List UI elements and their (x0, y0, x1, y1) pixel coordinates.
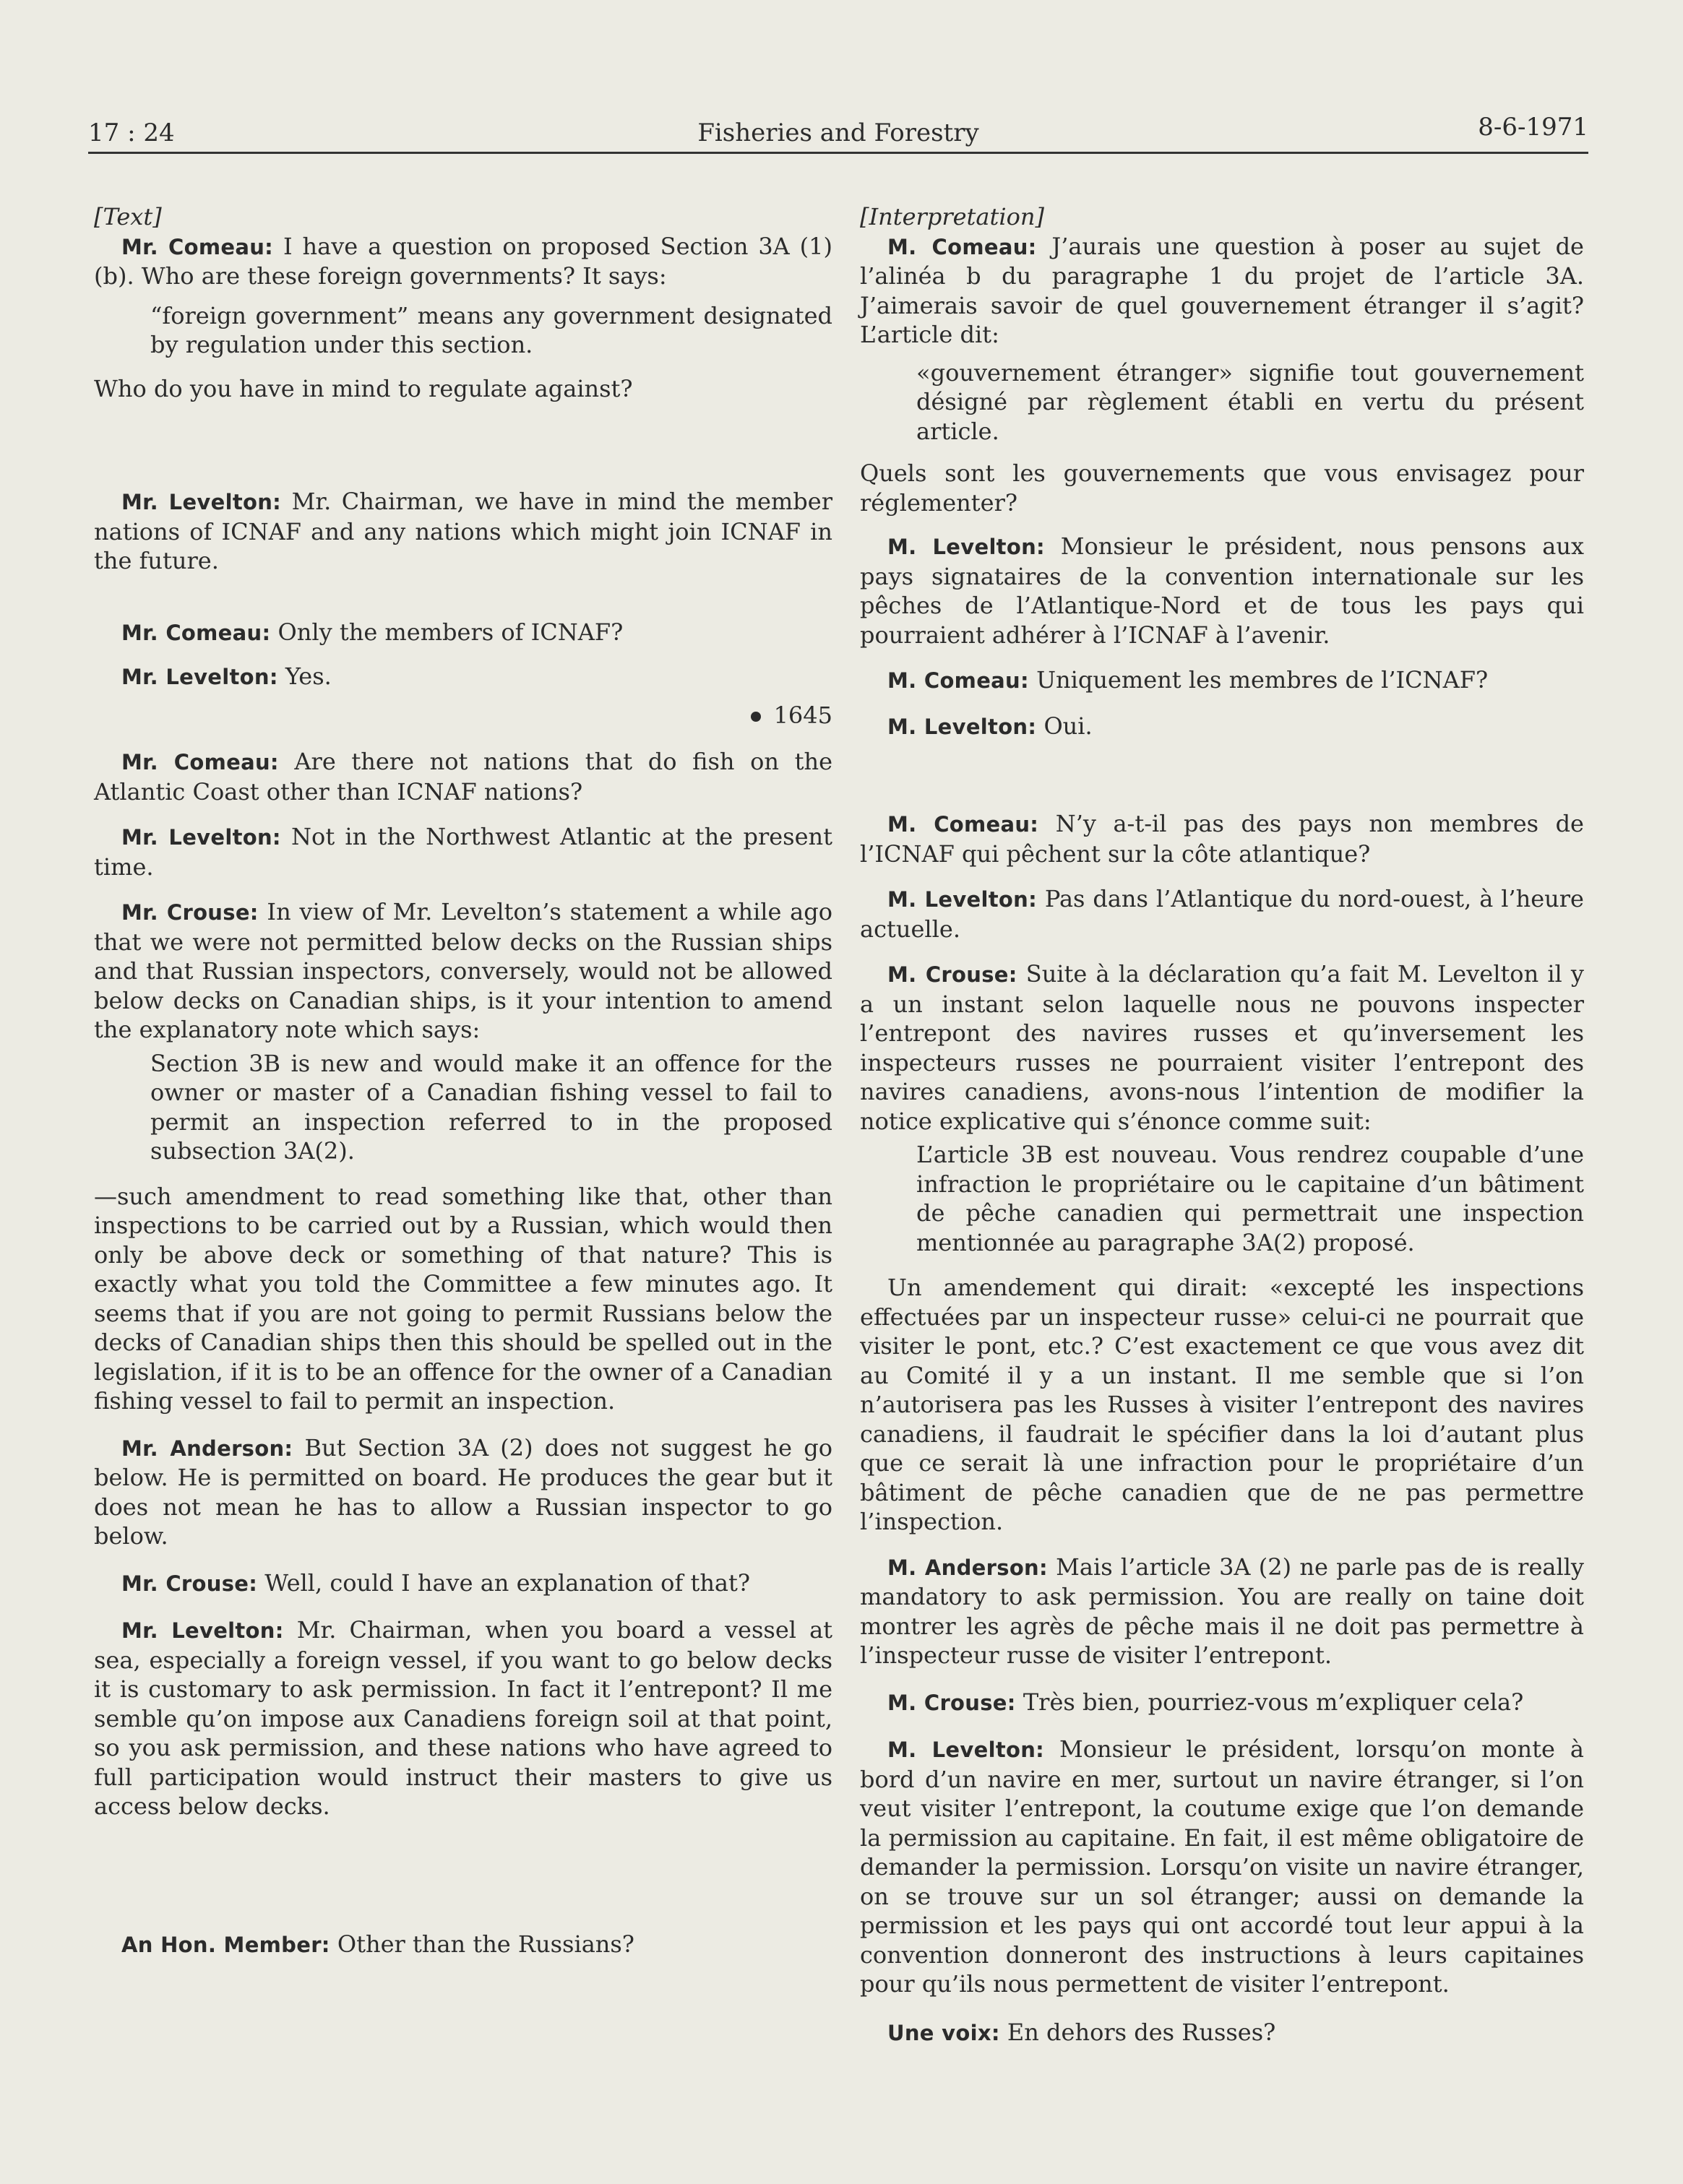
speech-comeau (860, 809, 1584, 868)
speech-text: Not in the Northwest Atlantic at the present time. (94, 823, 833, 881)
speech-text: Yes. (277, 662, 332, 690)
speech-text: Are there not nations that do fish on the Atlantic Coast other than ICNAF nations? (94, 748, 833, 806)
speaker-name: Mr. Levelton: (121, 825, 281, 850)
speaker-name: Mr. Comeau: (121, 750, 279, 774)
speaker-name: M. Comeau: (887, 668, 1029, 693)
speech-continuation: Un amendement qui dirait: «excepté les inspections effectuées par un inspecteur russe» celui-ci ne pourrait que visiter le pont, etc.? C’est exactement ce que vous avez dit au Comité il y a un instant. Il me semble que si l’on n’autorisera pas les Russes à visiter l’entrepont des navires canadiens, il faudrait le spécifier dans la loi d’autant plus que ce serait là une infraction pour le propriétaire d’un bâtiment de pêche canadien que de ne pas permettre l’inspection. (860, 1274, 1584, 1535)
speech-text: En dehors des Russes? (999, 2018, 1276, 2046)
page-header (88, 108, 1588, 154)
speech-comeau (94, 747, 832, 806)
speech-continuation: Quels sont les gouvernements que vous envisagez pour réglementer? (860, 459, 1584, 517)
speech-levelton (94, 822, 832, 881)
speech-text: In view of Mr. Levelton’s statement a while ago that we were not permitted below decks on the Russian ships and that Russian inspectors, conversely, would not be allowed below decks on Canadian ships, is it your intention to amend the explanatory note which says: (94, 898, 832, 1043)
speech-anderson (860, 1553, 1584, 1670)
time-marker-text: 1645 (773, 701, 832, 729)
speech-anderson (94, 1433, 832, 1551)
speech-comeau (94, 232, 832, 291)
speech-continuation: Who do you have in mind to regulate against? (94, 374, 633, 402)
speaker-name: Mr. Levelton: (121, 490, 282, 514)
english-column (94, 202, 832, 1959)
time-marker (94, 701, 832, 730)
bullet-icon (751, 712, 761, 722)
speech-comeau (860, 232, 1584, 350)
speech-comeau (860, 665, 1584, 696)
speech-levelton (860, 884, 1584, 944)
speaker-name: M. Comeau: (887, 234, 1037, 259)
speech-levelton (860, 712, 1584, 742)
speech-text: Mr. Chairman, when you board a vessel at sea, especially a foreign vessel, if you want to go below decks it is customary to ask permission. In fact it l’entrepont? Il me semble qu’on impose aux Canadiens foreign soil at that point, so you ask permission, and these nations who have agreed to full participation would instruct their masters to give us access below decks. (94, 1616, 833, 1820)
speech-text: Uniquement les membres de l’ICNAF? (1028, 666, 1489, 694)
speaker-name: M. Comeau: (887, 812, 1039, 837)
speech-crouse (94, 1568, 832, 1599)
quoted-text: “foreign government” means any government designated by regulation under this section. (150, 301, 832, 358)
speech-text: Only the members of ICNAF? (270, 618, 624, 646)
speaker-name: M. Crouse: (887, 1690, 1016, 1715)
speech-text: J’aurais une question à poser au sujet de l’alinéa b du paragraphe 1 du projet de l’article 3A. J’aimerais savoir de quel gouvernement étranger il s’agit? L’article dit: (860, 232, 1584, 348)
speech-text: Suite à la déclaration qu’a fait M. Levelton il y a un instant selon laquelle nous ne pouvons inspecter l’entrepont des navires russes et qu’inversement les inspecteurs russes ne pourraient visiter l’entrepont des navires canadiens, avons-nous l’intention de modifier la notice explicative qui s’énonce comme suit: (860, 960, 1584, 1135)
speaker-name: Mr. Anderson: (121, 1436, 293, 1461)
speaker-name: M. Anderson: (887, 1555, 1048, 1580)
speech-text: Oui. (1036, 712, 1093, 740)
speaker-name: M. Levelton: (887, 535, 1045, 559)
speech-continuation: —such amendment to read something like that, other than inspections to be carried out by a Russian, which would then only be above deck or something of that nature? This is exactly what you told the Committee a few minutes ago. It seems that if you are not going to permit Russians below the decks of Canadian ships then this should be spelled out in the legislation, if it is to be an offence for the owner of a Canadian fishing vessel to fail to permit an inspection. (94, 1182, 832, 1415)
speech-comeau (94, 618, 832, 648)
speaker-name: An Hon. Member: (121, 1932, 330, 1957)
speaker-name: Mr. Comeau: (121, 234, 274, 259)
quoted-text: Section 3B is new and would make it an offence for the owner or master of a Canadian fishing vessel to fail to permit an inspection referred to in the proposed subsection 3A(2). (150, 1049, 832, 1165)
speech-levelton (860, 1735, 1584, 1999)
speaker-name: Mr. Levelton: (121, 1618, 284, 1643)
quoted-text: L’article 3B est nouveau. Vous rendrez coupable d’une infraction le propriétaire ou le capitaine d’un bâtiment de pêche canadien qui permettrait une inspection mentionnée au paragraphe 3A(2) proposé. (916, 1141, 1584, 1256)
speaker-name: Mr. Crouse: (121, 900, 259, 925)
speech-levelton (860, 532, 1584, 649)
speech-text: Monsieur le président, nous pensons aux pays signataires de la convention internationale sur les pêches de l’Atlantique-Nord et de tous les pays qui pourraient adhérer à l’ICNAF à l’avenir. (860, 532, 1585, 649)
speech-levelton (94, 662, 832, 692)
speech-text: But Section 3A (2) does not suggest he go below. He is permitted on board. He produces the gear but it does not mean he has to allow a Russian inspector to go below. (94, 1433, 832, 1550)
speaker-name: M. Levelton: (887, 1738, 1045, 1762)
speech-levelton (94, 1615, 832, 1821)
speech-text: Mais l’article 3A (2) ne parle pas de is really mandatory to ask permission. You are really on taine doit montrer les agrès de pêche mais il ne doit pas permettre à l’inspecteur russe de visiter l’entrepont. (860, 1553, 1584, 1669)
speech-crouse (94, 897, 832, 1045)
speech-text: Well, could I have an explanation of that? (257, 1568, 751, 1597)
speech-text: Other than the Russians? (330, 1930, 634, 1958)
text-label: [Text] (94, 203, 162, 230)
page-number: 17 : 24 (88, 118, 175, 147)
publication-title: Fisheries and Forestry (697, 118, 979, 147)
speech-text: Pas dans l’Atlantique du nord-ouest, à l’heure actuelle. (860, 885, 1584, 943)
speech-text: Mr. Chairman, we have in mind the member nations of ICNAF and any nations which might join ICNAF in the future. (94, 488, 832, 574)
speech-text: Monsieur le président, lorsqu’on monte à bord d’un navire en mer, surtout un navire étranger, si l’on veut visiter l’entrepont, la coutume exige que l’on demande la permission au capitaine. En fait, il est même obligatoire de demander la permission. Lorsqu’on visite un navire étranger, on se trouve sur un sol étranger; aussi on demande la permission et les pays qui ont accordé tout leur appui à la convention donneront des instructions à leurs capitaines pour qu’ils nous permettent de visiter l’entrepont. (860, 1735, 1584, 1998)
speaker-name: Une voix: (887, 2020, 1000, 2045)
speaker-name: M. Crouse: (887, 962, 1017, 987)
speaker-name: Mr. Comeau: (121, 620, 271, 645)
speaker-name: M. Levelton: (887, 714, 1037, 739)
interpretation-label: [Interpretation] (860, 203, 1044, 230)
quoted-text: «gouvernement étranger» signifie tout gouvernement désigné par règlement établi en vertu du présent article. (916, 358, 1584, 445)
speaker-name: Mr. Crouse: (121, 1571, 258, 1596)
speech-member (94, 1930, 832, 1960)
speaker-name: M. Levelton: (887, 887, 1037, 912)
speaker-name: Mr. Levelton: (121, 665, 278, 689)
speech-text: Très bien, pourriez-vous m’expliquer cela? (1015, 1688, 1524, 1716)
speech-text: N’y a-t-il pas des pays non membres de l’ICNAF qui pêchent sur la côte atlantique? (860, 810, 1584, 868)
publication-date: 8-6-1971 (1478, 113, 1588, 142)
speech-levelton (94, 487, 832, 576)
french-column (860, 202, 1584, 2047)
speech-member (860, 2018, 1584, 2048)
speech-text: I have a question on proposed Section 3A (1)(b). Who are these foreign governments? It says: (94, 232, 833, 290)
speech-crouse (860, 959, 1584, 1136)
speech-crouse (860, 1688, 1584, 1718)
